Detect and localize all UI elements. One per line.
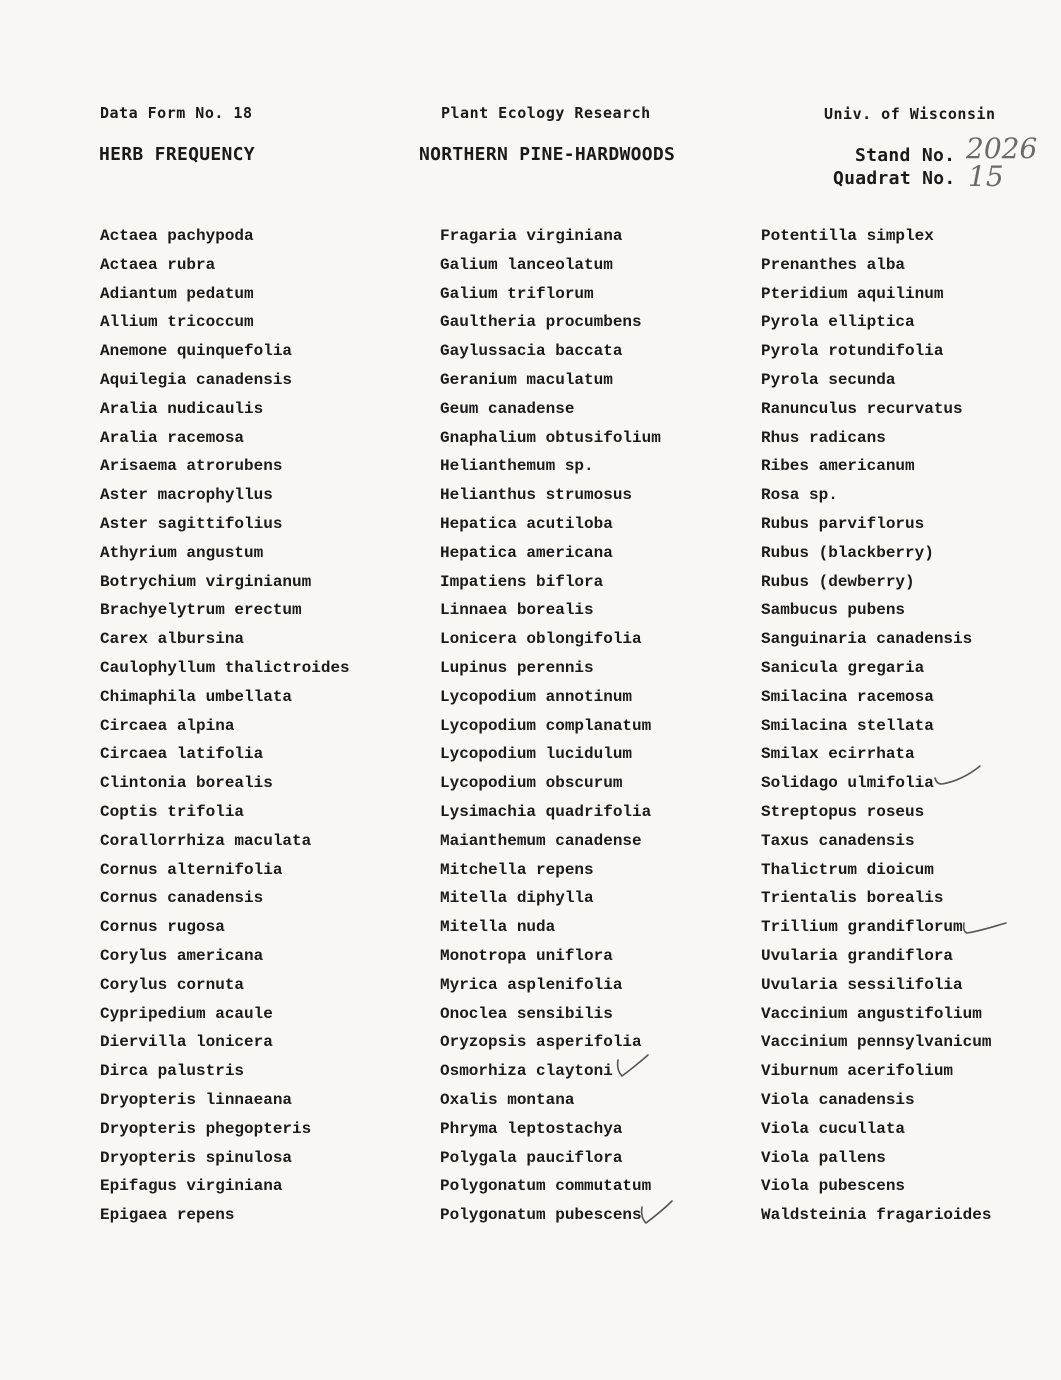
species-row: Sanguinaria canadensis [761, 630, 973, 649]
species-row: Potentilla simplex [761, 227, 934, 245]
quadrat-number-handwritten: 15 [968, 160, 1004, 193]
species-row: Caulophyllum thalictroides [100, 658, 350, 677]
species-row: Uvularia grandiflora [761, 946, 954, 965]
species-column-2 [440, 224, 661, 1232]
species-row: Brachyelytrum erectum [100, 601, 302, 620]
species-row: Dirca palustris [100, 1062, 245, 1081]
species-row: Mitella nuda [440, 918, 556, 937]
species-row: Lysimachia quadrifolia [440, 802, 652, 821]
species-row: Rosa sp. [761, 486, 838, 505]
species-row: Thalictrum dioicum [761, 860, 934, 879]
species-row: Oryzopsis asperifolia [440, 1033, 642, 1052]
organization: Plant Ecology Research [441, 104, 651, 122]
species-row: Dryopteris spinulosa [100, 1148, 293, 1167]
species-row: Pyrola elliptica [761, 313, 915, 332]
species-row: Cypripedium acaule [100, 1004, 273, 1023]
species-row: Aralia nudicaulis [100, 399, 264, 418]
species-row: Arisaema atrorubens [100, 457, 283, 476]
species-row: Corylus cornuta [100, 975, 245, 994]
species-row: Pyrola secunda [761, 370, 896, 389]
species-row: Lycopodium annotinum [440, 687, 633, 706]
species-row: Viola pallens [761, 1148, 886, 1167]
species-row: Circaea latifolia [100, 745, 264, 764]
species-row: Pyrola rotundifolia [761, 342, 944, 361]
species-row: Trillium grandiflorum [761, 918, 963, 937]
species-row: Geranium maculatum [440, 370, 613, 389]
species-row: Coptis trifolia [100, 802, 245, 821]
species-column-3 [761, 224, 991, 1232]
species-row: Corallorrhiza maculata [100, 831, 312, 850]
species-row: Mitella diphylla [440, 889, 594, 908]
species-row: Lupinus perennis [440, 658, 594, 677]
form-title: HERB FREQUENCY [99, 144, 255, 165]
species-row: Polygala pauciflora [440, 1148, 623, 1167]
species-row: Aralia racemosa [100, 428, 245, 447]
species-row: Smilacina stellata [761, 716, 934, 735]
species-row: Cornus alternifolia [100, 860, 283, 879]
species-row: Geum canadense [440, 399, 575, 418]
species-row: Vaccinium angustifolium [761, 1004, 982, 1023]
species-row: Gaylussacia baccata [440, 342, 623, 361]
species-row: Botrychium virginianum [100, 572, 312, 591]
species-row: Galium lanceolatum [440, 255, 613, 274]
species-row: Maianthemum canadense [440, 831, 642, 850]
species-row: Aster sagittifolius [100, 514, 283, 533]
species-row: Aster macrophyllus [100, 486, 273, 505]
species-row: Aquilegia canadensis [100, 370, 293, 389]
species-row: Viola cucullata [761, 1119, 906, 1138]
species-row: Impatiens biflora [440, 572, 604, 591]
species-row: Athyrium angustum [100, 543, 264, 562]
species-row: Allium tricoccum [100, 313, 254, 332]
species-row: Mitchella repens [440, 860, 594, 879]
species-row: Smilax ecirrhata [761, 745, 915, 764]
species-row: Clintonia borealis [100, 774, 273, 793]
species-row: Epigaea repens [100, 1206, 235, 1225]
species-row: Lycopodium complanatum [440, 716, 652, 735]
species-row: Circaea alpina [100, 716, 235, 735]
species-row: Monotropa uniflora [440, 946, 613, 965]
species-row: Actaea pachypoda [100, 227, 254, 245]
quadrat-label: Quadrat No. [833, 168, 956, 189]
species-row: Uvularia sessilifolia [761, 975, 963, 994]
species-row: Galium triflorum [440, 284, 594, 303]
species-row: Smilacina racemosa [761, 687, 934, 706]
species-row: Solidago ulmifolia [761, 774, 934, 793]
species-row: Lonicera oblongifolia [440, 630, 642, 649]
species-row: Helianthus strumosus [440, 486, 633, 505]
species-row: Lycopodium obscurum [440, 774, 623, 793]
community-title: NORTHERN PINE-HARDWOODS [419, 144, 676, 165]
stand-number-handwritten: 2026 [966, 132, 1038, 165]
species-row: Rubus parviflorus [761, 514, 925, 533]
species-row: Rhus radicans [761, 428, 886, 447]
species-row: Ribes americanum [761, 457, 915, 476]
species-row: Cornus rugosa [100, 918, 225, 937]
stand-label: Stand No. [855, 145, 956, 166]
species-row: Onoclea sensibilis [440, 1004, 613, 1023]
species-row: Waldsteinia fragarioides [761, 1206, 992, 1225]
species-row: Gnaphalium obtusifolium [440, 428, 661, 447]
species-row: Pteridium aquilinum [761, 284, 944, 303]
species-row: Fragaria virginiana [440, 227, 623, 245]
form-number: Data Form No. 18 [100, 104, 253, 122]
species-row: Rubus (dewberry) [761, 572, 915, 591]
species-row: Phryma leptostachya [440, 1119, 623, 1138]
species-row: Dryopteris linnaeana [100, 1090, 293, 1109]
species-row: Diervilla lonicera [100, 1033, 273, 1052]
species-row: Lycopodium lucidulum [440, 745, 633, 764]
species-row: Dryopteris phegopteris [100, 1119, 312, 1138]
species-row: Adiantum pedatum [100, 284, 254, 303]
species-row: Vaccinium pennsylvanicum [761, 1033, 992, 1052]
species-row: Viola canadensis [761, 1090, 915, 1109]
species-row: Gaultheria procumbens [440, 313, 642, 332]
species-row: Anemone quinquefolia [100, 342, 293, 361]
species-row: Rubus (blackberry) [761, 543, 934, 562]
species-row: Linnaea borealis [440, 601, 594, 620]
species-row: Prenanthes alba [761, 255, 906, 274]
species-row: Viola pubescens [761, 1177, 906, 1196]
species-row: Cornus canadensis [100, 889, 264, 908]
species-row: Osmorhiza claytoni [440, 1062, 613, 1081]
species-row: Helianthemum sp. [440, 457, 594, 476]
university: Univ. of Wisconsin [824, 105, 996, 123]
species-row: Myrica asplenifolia [440, 975, 623, 994]
species-row: Taxus canadensis [761, 831, 915, 850]
species-row: Oxalis montana [440, 1090, 575, 1109]
species-row: Polygonatum commutatum [440, 1177, 652, 1196]
species-row: Chimaphila umbellata [100, 687, 293, 706]
species-row: Actaea rubra [100, 255, 216, 274]
species-row: Streptopus roseus [761, 802, 925, 821]
species-row: Viburnum acerifolium [761, 1062, 954, 1081]
species-row: Sanicula gregaria [761, 658, 925, 677]
species-row: Ranunculus recurvatus [761, 399, 963, 418]
species-row: Hepatica acutiloba [440, 514, 613, 533]
species-row: Epifagus virginiana [100, 1177, 283, 1196]
species-row: Hepatica americana [440, 543, 613, 562]
species-column-1 [100, 224, 350, 1232]
species-row: Trientalis borealis [761, 889, 944, 908]
species-row: Polygonatum pubescens [440, 1206, 642, 1225]
species-row: Corylus americana [100, 946, 264, 965]
species-row: Carex albursina [100, 630, 245, 649]
species-row: Sambucus pubens [761, 601, 906, 620]
